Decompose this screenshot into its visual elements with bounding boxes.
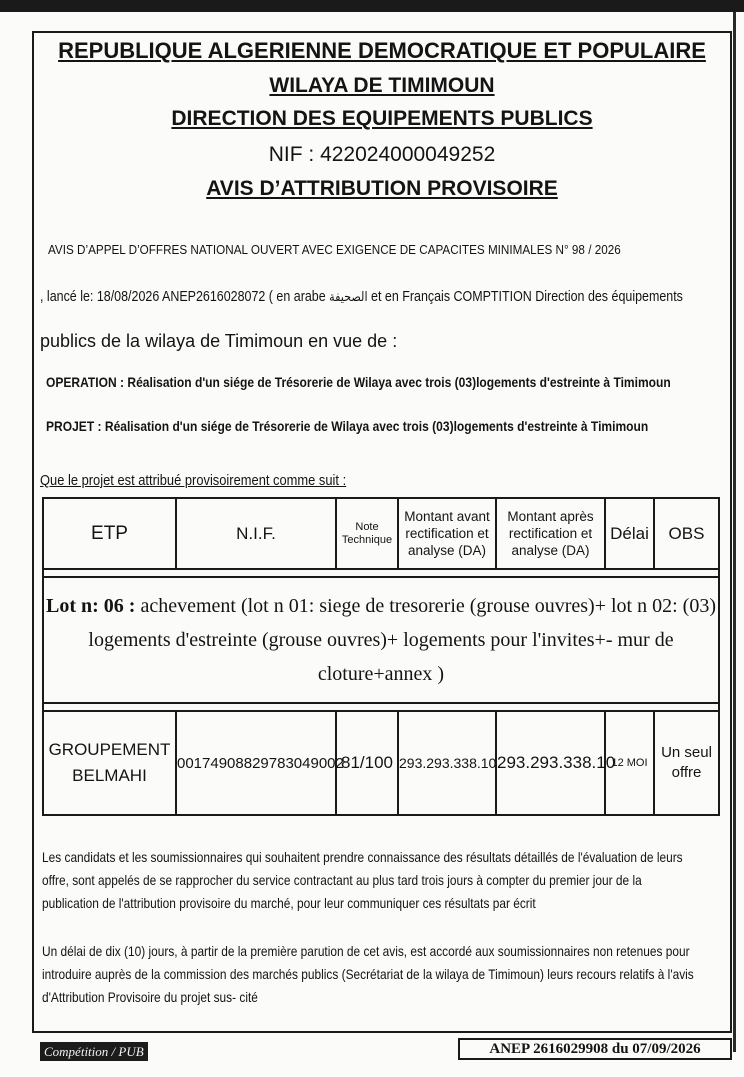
cell-montant-apres: 293.293.338.10: [496, 711, 605, 815]
col-avant-l2: rectification et: [405, 526, 489, 541]
col-obs: OBS: [654, 498, 719, 569]
header-direction: DIRECTION DES EQUIPEMENTS PUBLICS: [171, 107, 593, 130]
col-apres-l2: rectification et: [508, 526, 593, 541]
col-note-l1: Note: [355, 520, 379, 533]
attribution-table: [42, 497, 720, 816]
cell-montant-avant: 293.293.338.10: [398, 711, 496, 815]
lance-arabic-paper: الصحيفة: [329, 290, 368, 305]
col-note: [336, 498, 398, 569]
paragraph-recours: [42, 940, 732, 1009]
cell-obs-l1: Un seul: [661, 744, 712, 761]
header-nif: NIF : 422024000049252: [268, 143, 496, 166]
table-row: [43, 711, 719, 815]
lot-label: Lot n: 06 :: [46, 595, 136, 617]
lot-line-2: logements d'estreinte (grouse ouvres)+ logements pour l'invites+- mur de cloture+annex ): [88, 629, 674, 685]
cell-etp: [43, 711, 176, 815]
col-nif: N.I.F.: [176, 498, 336, 569]
attribution-intro: Que le projet est attribué provisoirement comme suit :: [40, 472, 347, 489]
cell-etp-l1: GROUPEMENT: [48, 740, 171, 759]
col-apres: [496, 498, 605, 569]
cell-obs-l2: offre: [671, 764, 702, 781]
col-delai: Délai: [605, 498, 654, 569]
publics-line: publics de la wilaya de Timimoun en vue de :: [40, 331, 398, 351]
table-header-row: [43, 498, 719, 569]
projet-line: PROJET : Réalisation d'un siége de Trésorerie de Wilaya avec trois (03)logements d'estreinte à Timimoun: [46, 418, 649, 434]
col-note-l2: Technique: [341, 533, 393, 546]
lance-text-b: et en Français COMPTITION Direction des équipements: [371, 289, 683, 305]
top-border-bar: [0, 0, 744, 12]
cell-obs: [654, 711, 719, 815]
p2-line-1: Un délai de dix (10) jours, à partir de la première parution de cet avis, est accordé aux soumissionnaires non retenues pour: [42, 943, 690, 959]
p2-line-2: introduire auprès de la commission des marchés publics (Secrétariat de la wilaya de Timimoun) leurs recours relatifs à l'avis: [42, 966, 694, 982]
lot-row: [43, 577, 719, 703]
operation-line: OPERATION : Réalisation d'un siége de Trésorerie de Wilaya avec trois (03)logements d'estreinte à Timimoun: [46, 374, 671, 390]
page-title: AVIS D’ATTRIBUTION PROVISOIRE: [206, 177, 558, 200]
p1-line-1: Les candidats et les soumissionnaires qui souhaitent prendre connaissance des résultats détaillés de l'évaluation de leurs: [42, 849, 683, 865]
table-gap-cell-2: [43, 703, 719, 711]
header-republique: REPUBLIQUE ALGERIENNE DEMOCRATIQUE ET POPULAIRE: [58, 38, 706, 63]
cell-note: 81/100: [336, 711, 398, 815]
col-avant-l3: analyse (DA): [407, 543, 487, 558]
col-apres-l3: analyse (DA): [511, 543, 590, 558]
p2-line-3: d'Attribution Provisoire du projet sus- cité: [42, 989, 258, 1005]
lot-line-1: [44, 589, 718, 623]
lot-line-1-text: achevement (lot n 01: siege de tresorerie (grouse ouvres)+ lot n 02: (03): [135, 595, 716, 617]
p1-line-3: publication de l'attribution provisoire du marché, pour leur communiquer ces résultats par écrit: [42, 895, 536, 911]
col-etp: ETP: [43, 498, 176, 569]
lance-line: [40, 289, 683, 305]
col-avant: [398, 498, 496, 569]
lot-description: [43, 577, 719, 703]
col-apres-l1: Montant après: [507, 509, 594, 524]
col-avant-l1: Montant avant: [404, 509, 490, 524]
appel-offres-line: AVIS D’APPEL D’OFFRES NATIONAL OUVERT AVEC EXIGENCE DE CAPACITES MINIMALES N° 98 / 2026: [48, 242, 621, 257]
paragraph-resultats: [42, 846, 732, 915]
anep-reference: ANEP 2616029908 du 07/09/2026: [458, 1038, 732, 1060]
lance-text-a: , lancé le: 18/08/2026 ANEP2616028072 ( en arabe: [40, 289, 326, 305]
competition-pub-tag: Compétition / PUB: [40, 1042, 148, 1061]
cell-etp-l2: BELMAHI: [72, 766, 147, 785]
table-gap-2: [43, 703, 719, 711]
cell-nif: 00174908829783049002: [176, 711, 336, 815]
right-edge-line: [733, 12, 736, 1052]
header-wilaya: WILAYA DE TIMIMOUN: [269, 74, 495, 97]
table-gap: [43, 569, 719, 577]
p1-line-2: offre, sont appelés de se rapprocher du service contractant au plus tard trois jours à compter du premier jour de la: [42, 872, 642, 888]
cell-delai: 12 MOI: [605, 711, 654, 815]
table-gap-cell: [43, 569, 719, 577]
